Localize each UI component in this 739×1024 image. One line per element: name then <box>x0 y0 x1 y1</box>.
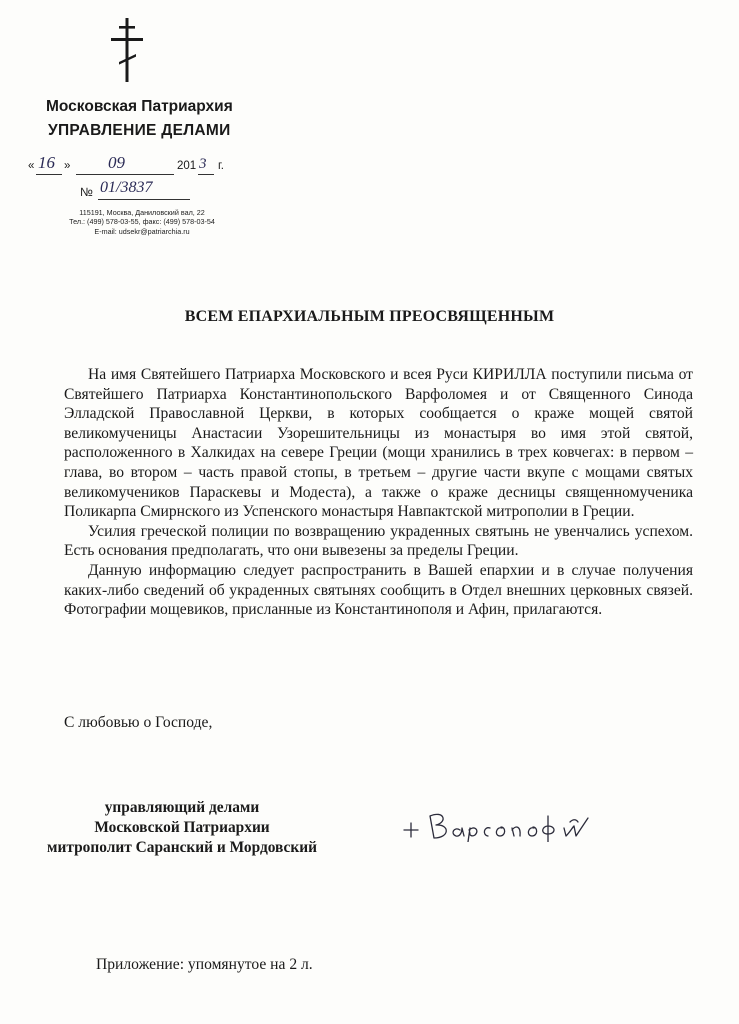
date-close-quote: » <box>64 160 71 172</box>
letter-body <box>64 365 693 620</box>
date-year-prefix: 201 <box>177 160 197 172</box>
date-year-abbr: г. <box>218 160 224 172</box>
number-label: № <box>80 185 93 199</box>
paragraph-1: На имя Святейшего Патриарха Московского и всея Руси КИРИЛЛА поступили письма от Святейшего Патриарха Константинопольского Варфоломея и от Священного Синода Элладской Православной Церкви, в которых сообщается о краже мощей святой великомученицы Анастасии Узорешительницы из монастыря во имя этой святой, расположенного в Халкидах на севере Греции (мощи хранились в трех ковчегах: в первом – глава, во втором – часть правой стопы, в третьем – другие части вкупе с мощами святых великомучеников Параскевы и Модеста), а также о краже десницы священномученика Поликарпа Смирнского из Успенского монастыря Навпактской митрополии в Греции. <box>64 366 693 521</box>
paragraph-2: Усилия греческой полиции по возвращению украденных святынь не увенчались успехом. Есть основания предполагать, что они вывезены за пределы Греции. <box>64 522 693 560</box>
signatory-title: митрополит Саранский и Мордовский <box>47 839 317 856</box>
date-day-underline <box>36 174 62 175</box>
address-block <box>42 208 242 236</box>
signatory-organization: Московской Патриархии <box>94 819 270 836</box>
department-name: УПРАВЛЕНИЕ ДЕЛАМИ <box>48 122 231 139</box>
date-year-suffix: 3 <box>199 156 207 172</box>
date-open-quote: « <box>28 160 35 172</box>
date-day: 16 <box>38 153 55 172</box>
date-month-underline <box>76 174 174 175</box>
orthodox-cross-icon <box>110 18 146 82</box>
number-value: 01/3837 <box>100 179 153 196</box>
organization-name: Московская Патриархия <box>46 98 233 115</box>
address-line: 115191, Москва, Даниловский вал, 22 <box>79 208 205 217</box>
number-underline <box>98 199 190 200</box>
date-year-underline <box>198 174 214 175</box>
signatory-block <box>34 798 330 858</box>
attachment-note: Приложение: упомянутое на 2 л. <box>96 956 313 973</box>
signatory-position: управляющий делами <box>104 799 260 816</box>
closing-phrase: С любовью о Господе, <box>64 714 213 731</box>
email-line: E-mail: udsekr@patriarchia.ru <box>94 226 190 236</box>
letter-title: ВСЕМ ЕПАРХИАЛЬНЫМ ПРЕОСВЯЩЕННЫМ <box>184 308 555 325</box>
handwritten-signature <box>398 792 608 842</box>
phone-line: Тел.: (499) 578-03-55, факс: (499) 578-03-54 <box>69 217 215 227</box>
date-month: 09 <box>108 153 125 172</box>
paragraph-3: Данную информацию следует распространить в Вашей епархии и в случае получения каких-либо сведений об украденных святынях сообщить в Отдел внешних церковных связей. Фотографии мощевиков, присланные из Константинополя и Афин, прилагаются. <box>64 561 693 619</box>
